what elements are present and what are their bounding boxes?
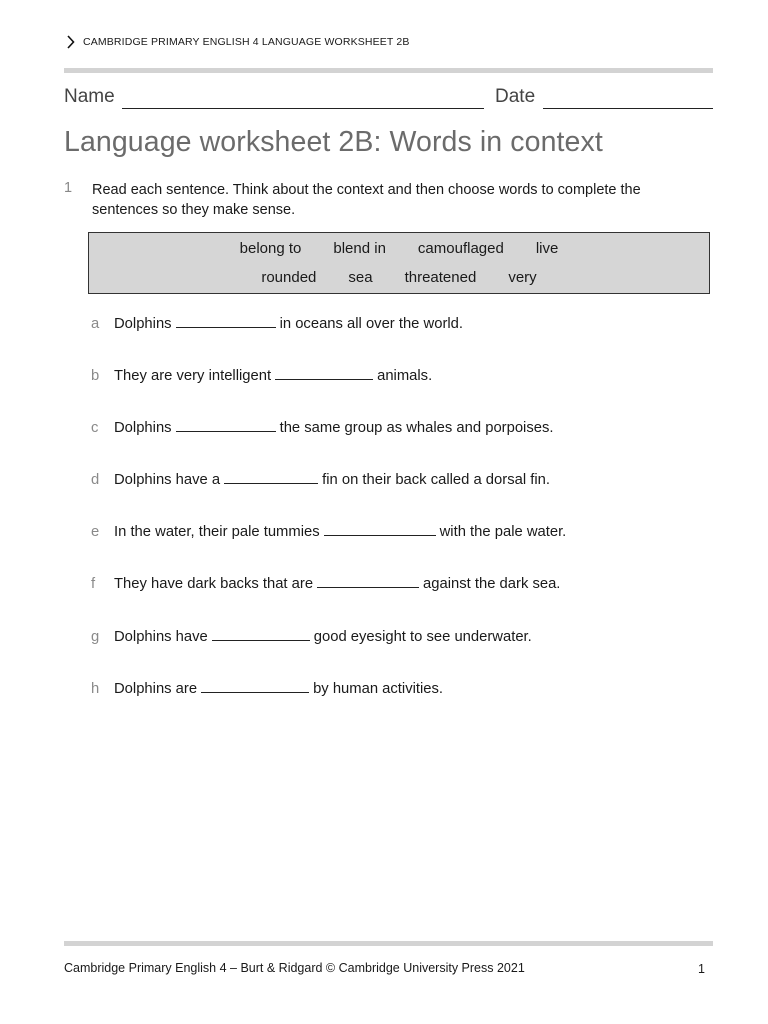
sentence-after: with the pale water. bbox=[439, 524, 567, 540]
word-bank-word: belong to bbox=[239, 240, 302, 257]
date-field[interactable] bbox=[543, 108, 713, 109]
sentence-before: Dolphins are bbox=[114, 681, 198, 697]
bottom-divider bbox=[64, 941, 713, 946]
answer-blank[interactable] bbox=[275, 365, 373, 380]
answer-blank[interactable] bbox=[224, 469, 318, 484]
answer-blank[interactable] bbox=[324, 521, 436, 536]
item-letter: e bbox=[91, 524, 100, 540]
sentence-after: in oceans all over the world. bbox=[279, 316, 463, 332]
question-number: 1 bbox=[64, 180, 73, 196]
sentence-before: Dolphins have a bbox=[114, 472, 221, 488]
sentence-item bbox=[91, 678, 443, 697]
sentence-before: Dolphins have bbox=[114, 629, 208, 645]
sentence-item bbox=[91, 313, 463, 332]
word-bank-word: very bbox=[508, 269, 537, 286]
chevron-right-icon bbox=[66, 35, 75, 49]
sentence-after: fin on their back called a dorsal fin. bbox=[322, 472, 550, 488]
footer-credit: Cambridge Primary English 4 – Burt & Ridgard © Cambridge University Press 2021 bbox=[64, 961, 525, 975]
sentence-after: good eyesight to see underwater. bbox=[313, 629, 532, 645]
sentence-before: Dolphins bbox=[114, 420, 172, 436]
answer-blank[interactable] bbox=[176, 313, 276, 328]
sentence-item bbox=[91, 521, 566, 540]
sentence-after: by human activities. bbox=[313, 681, 444, 697]
item-letter: h bbox=[91, 681, 100, 697]
item-letter: b bbox=[91, 368, 100, 384]
sentence-before: They are very intelligent bbox=[114, 368, 272, 384]
name-label: Name bbox=[64, 86, 115, 107]
running-header bbox=[66, 35, 410, 49]
date-label: Date bbox=[495, 86, 536, 107]
word-bank-word: sea bbox=[348, 269, 373, 286]
sentence-before: They have dark backs that are bbox=[114, 576, 314, 592]
sentence-item bbox=[91, 469, 550, 488]
answer-blank[interactable] bbox=[201, 678, 309, 693]
sentence-before: Dolphins bbox=[114, 316, 172, 332]
name-date-row bbox=[64, 86, 713, 110]
sentence-item bbox=[91, 626, 532, 645]
word-bank-word: rounded bbox=[261, 269, 317, 286]
page-title: Language worksheet 2B: Words in context bbox=[64, 126, 603, 158]
answer-blank[interactable] bbox=[176, 417, 276, 432]
item-letter: a bbox=[91, 316, 100, 332]
item-letter: f bbox=[91, 576, 96, 592]
sentence-before: In the water, their pale tummies bbox=[114, 524, 320, 540]
word-bank-word: camouflaged bbox=[417, 240, 504, 257]
word-bank-row bbox=[89, 240, 709, 257]
running-title: CAMBRIDGE PRIMARY ENGLISH 4 LANGUAGE WORKSHEET 2B bbox=[83, 36, 410, 48]
question-instruction: Read each sentence. Think about the context and then choose words to complete the sentences so they make sense. bbox=[92, 182, 641, 218]
word-bank-word: threatened bbox=[404, 269, 477, 286]
item-letter: g bbox=[91, 629, 100, 645]
item-letter: c bbox=[91, 420, 99, 436]
name-field[interactable] bbox=[122, 108, 484, 109]
sentence-item bbox=[91, 573, 560, 592]
item-letter: d bbox=[91, 472, 100, 488]
word-bank bbox=[88, 232, 710, 294]
sentence-after: the same group as whales and porpoises. bbox=[279, 420, 554, 436]
sentence-after: animals. bbox=[377, 368, 433, 384]
word-bank-row bbox=[89, 269, 709, 286]
answer-blank[interactable] bbox=[212, 626, 310, 641]
word-bank-word: live bbox=[535, 240, 559, 257]
sentence-after: against the dark sea. bbox=[423, 576, 561, 592]
word-bank-word: blend in bbox=[333, 240, 386, 257]
sentence-item bbox=[91, 365, 432, 384]
page-number: 1 bbox=[698, 962, 705, 976]
sentence-item bbox=[91, 417, 554, 436]
top-divider bbox=[64, 68, 713, 73]
answer-blank[interactable] bbox=[317, 573, 419, 588]
